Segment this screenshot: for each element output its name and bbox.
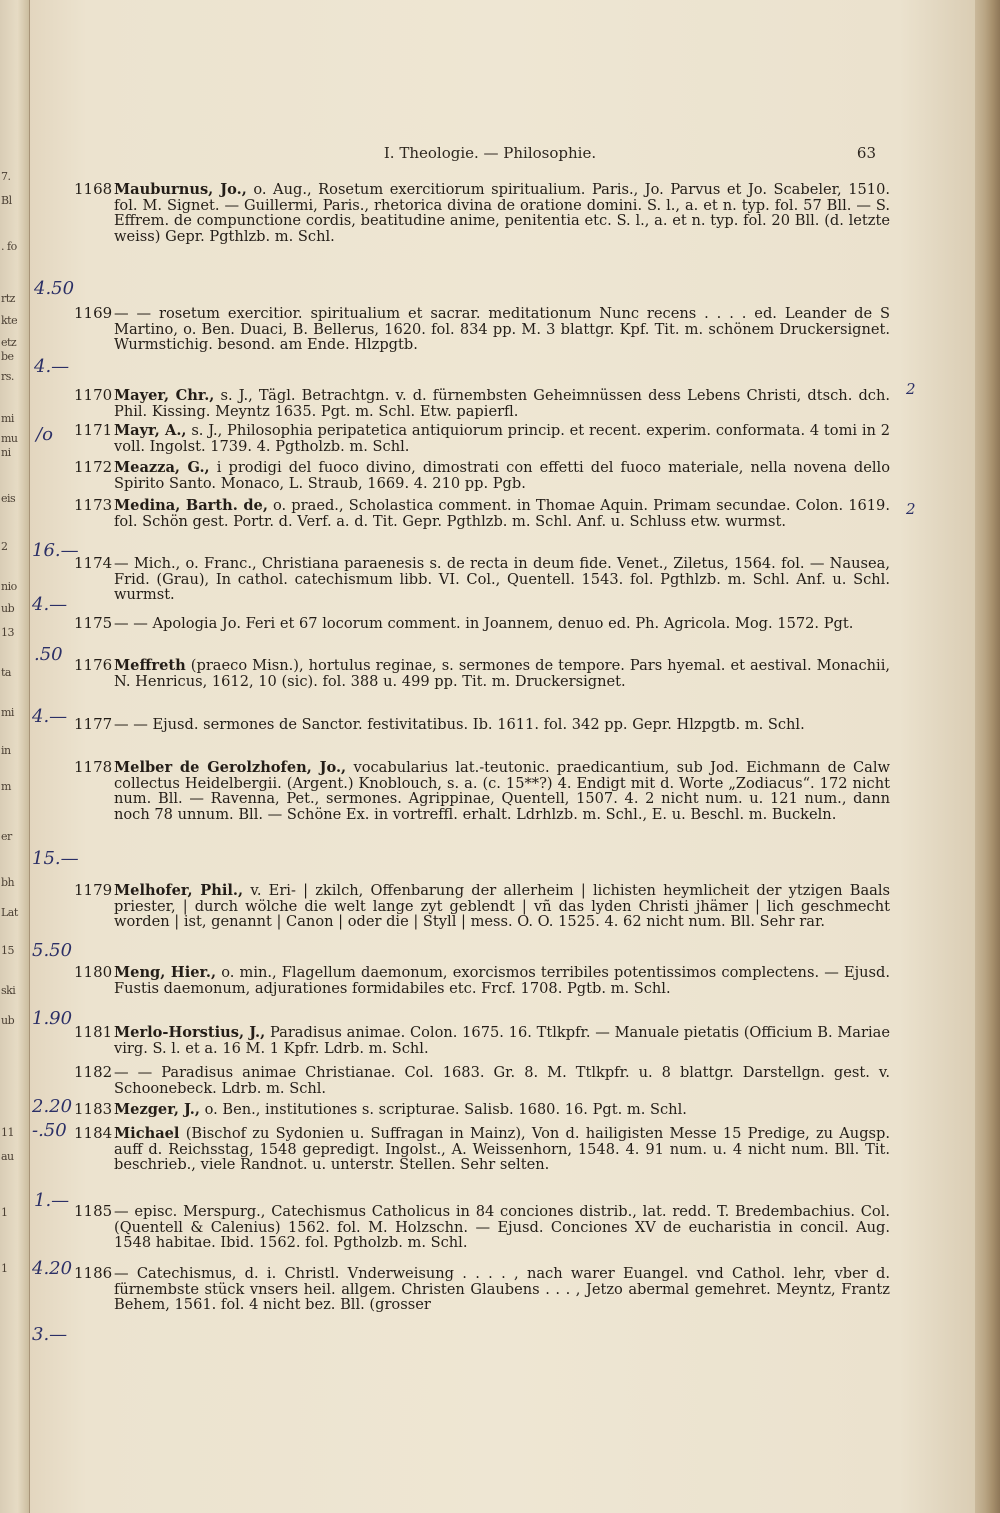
entry-text: — — Apologia Jo. Feri et 67 locorum comment. in Joannem, denuo ed. Ph. Agricola. Mog. 1572. Pgt. bbox=[114, 615, 854, 632]
previous-page-edge bbox=[0, 0, 30, 1513]
handwritten-price: -.50 bbox=[32, 1120, 67, 1141]
entry-number: 1181 bbox=[74, 1023, 113, 1041]
handwritten-mark: 2 bbox=[906, 500, 916, 518]
entry-author: Meng, Hier., bbox=[114, 964, 217, 981]
prev-fragment: au bbox=[1, 1150, 14, 1163]
catalogue-entry bbox=[40, 423, 890, 460]
entry-text: o. Aug., Rosetum exercitiorum spiritualium. Paris., Jo. Parvus et Jo. Scabeler, 1510. fol. M. Signet. — Guillermi, Paris., rhetorica divina de oratione domini. S. l., a. et n. typ. fol. 57 Bll. — S. Effrem. de compunctione cordis, beatitudine anime, penitentia etc. S. l., a. et n. typ. fol. 20 Bll. (d. letzte weiss) Gepr. Pgthlzb. m. Schl. bbox=[114, 181, 890, 245]
page-number: 63 bbox=[856, 144, 876, 162]
prev-fragment: be bbox=[1, 350, 14, 363]
prev-fragment: kte bbox=[1, 314, 18, 327]
prev-fragment: nio bbox=[1, 580, 17, 593]
catalogue-entry bbox=[40, 498, 890, 556]
entry-text: — — Paradisus animae Christianae. Col. 1683. Gr. 8. M. Ttlkpfr. u. 8 blattgr. Darstellgn. gest. v. Schoonebeck. Ldrb. m. Schl. bbox=[114, 1064, 890, 1097]
prev-fragment: eis bbox=[1, 492, 16, 505]
entry-number: 1171 bbox=[74, 421, 113, 439]
handwritten-price: 4.50 bbox=[34, 278, 75, 299]
handwritten-price: 15.— bbox=[32, 848, 79, 869]
catalogue-entry bbox=[40, 965, 890, 1025]
catalogue-entry bbox=[40, 182, 890, 306]
entry-author: Michael bbox=[114, 1125, 180, 1142]
prev-fragment: bh bbox=[1, 876, 15, 889]
entry-number: 1178 bbox=[74, 758, 113, 776]
entry-text: (praeco Misn.), hortulus reginae, s. sermones de tempore. Pars hyemal. et aestival. Monachii, N. Henricus, 1612, 10 (sic). fol. 388 u. 499 pp. Tit. m. Druckersignet. bbox=[114, 657, 890, 690]
entry-author: Mayer, Chr., bbox=[114, 387, 215, 404]
catalogue-entry bbox=[40, 1065, 890, 1102]
handwritten-price: 16.— bbox=[32, 540, 79, 561]
entry-text: Paradisus animae. Colon. 1675. 16. Ttlkpfr. — Manuale pietatis (Officium B. Mariae virg. S. l. et a. 16 M. 1 Kpfr. Ldrb. m. Schl. bbox=[114, 1024, 890, 1057]
entry-text: — — rosetum exercitior. spiritualium et sacrar. meditationum Nunc recens . . . . ed. Leander de S Martino, o. Ben. Duaci, B. Bellerus, 1620. fol. 834 pp. M. 3 blattgr. Kpf. Tit. m. schönem Druckersignet. Wurmstichig. besond. am Ende. Hlzpgtb. bbox=[114, 305, 890, 353]
entry-author: Medina, Barth. de, bbox=[114, 497, 268, 514]
running-header bbox=[30, 144, 876, 164]
entry-number: 1184 bbox=[74, 1124, 113, 1142]
catalogue-entry bbox=[40, 760, 890, 883]
prev-fragment: etz bbox=[1, 336, 17, 349]
catalogue-entry bbox=[40, 1102, 890, 1126]
handwritten-price: 4.— bbox=[32, 594, 68, 615]
entry-text: o. praed., Scholastica comment. in Thomae Aquin. Primam secundae. Colon. 1619. fol. Schön gest. Portr. d. Verf. a. d. Tit. Gepr. Pgthlzb. m. Schl. Anf. u. Schluss etw. wurmst. bbox=[114, 497, 890, 530]
handwritten-price: 5.50 bbox=[32, 940, 73, 961]
entry-number: 1183 bbox=[74, 1100, 113, 1118]
entry-number: 1170 bbox=[74, 386, 113, 404]
entry-text: o. Ben., institutiones s. scripturae. Salisb. 1680. 16. Pgt. m. Schl. bbox=[204, 1101, 687, 1118]
prev-fragment: mi bbox=[1, 412, 14, 425]
entry-text: vocabularius lat.-teutonic. praedicantium, sub Jod. Eichmann de Calw collectus Heidelbergii. (Argent.) Knoblouch, s. a. (c. 15**?) 4. Endigt mit d. Worte „Zodiacus“. 172 nicht num. Bll. — Ravenna, Pet., sermones. Agrippinae, Quentell, 1507. 4. 2 nicht num. u. 121 num., dann noch 78 unnum. Bll. — Schöne Ex. in vortreffl. erhalt. Ldrhlzb. m. Schl., E. u. Beschl. m. Buckeln. bbox=[114, 759, 891, 823]
entry-text: — — Ejusd. sermones de Sanctor. festivitatibus. Ib. 1611. fol. 342 pp. Gepr. Hlzpgtb. m. Schl. bbox=[114, 716, 805, 733]
entry-number: 1186 bbox=[74, 1264, 113, 1282]
handwritten-price: 4.20 bbox=[32, 1258, 73, 1279]
prev-fragment: ni bbox=[1, 446, 11, 459]
entry-number: 1182 bbox=[74, 1063, 113, 1081]
prev-fragment: rs. bbox=[1, 370, 14, 383]
entry-number: 1180 bbox=[74, 963, 113, 981]
prev-fragment: 7. bbox=[1, 170, 11, 183]
catalogue-entry bbox=[40, 1025, 890, 1065]
entry-number: 1172 bbox=[74, 458, 113, 476]
catalogue-entry bbox=[40, 1266, 890, 1330]
handwritten-price: 1.90 bbox=[32, 1008, 73, 1029]
entry-author: Melber de Gerolzhofen, Jo., bbox=[114, 759, 347, 776]
catalogue-entry bbox=[40, 717, 890, 760]
prev-fragment: ski bbox=[1, 984, 16, 997]
entry-number: 1175 bbox=[74, 614, 113, 632]
prev-fragment: in bbox=[1, 744, 11, 757]
section-title: I. Theologie. — Philosophie. bbox=[383, 144, 597, 162]
prev-fragment: ub bbox=[1, 602, 15, 615]
handwritten-price: 2.20 bbox=[32, 1096, 73, 1117]
entry-text: i prodigi del fuoco divino, dimostrati con effetti del fuoco materiale, nella novena dello Spirito Santo. Monaco, L. Straub, 1669. 4. 210 pp. Pgb. bbox=[114, 459, 891, 492]
entry-number: 1185 bbox=[74, 1202, 113, 1220]
catalogue-entry bbox=[40, 883, 890, 965]
handwritten-price: 3.— bbox=[32, 1324, 68, 1345]
prev-fragment: Bl bbox=[1, 194, 12, 207]
entry-number: 1174 bbox=[74, 554, 113, 572]
prev-fragment: er bbox=[1, 830, 12, 843]
entry-text: — episc. Merspurg., Catechismus Catholicus in 84 conciones distrib., lat. redd. T. Bredembachius. Col. (Quentell & Calenius) 1562. fol. M. Holzschn. — Ejusd. Conciones XV de eucharistia in concil. Aug. 1548 habitae. Ibid. 1562. fol. Pgtholzb. m. Schl. bbox=[114, 1203, 890, 1251]
entry-author: Melhofer, Phil., bbox=[114, 882, 244, 899]
prev-fragment: m bbox=[1, 780, 11, 793]
catalogue-entry bbox=[40, 388, 890, 423]
prev-fragment: mu bbox=[1, 432, 18, 445]
catalogue-entry bbox=[40, 658, 890, 717]
entry-number: 1168 bbox=[74, 180, 113, 198]
catalogue-entries bbox=[40, 182, 890, 1330]
catalogue-entry bbox=[40, 460, 890, 498]
prev-fragment: 1 bbox=[1, 1262, 8, 1275]
handwritten-price: .50 bbox=[34, 644, 63, 665]
prev-fragment: 15 bbox=[1, 944, 14, 957]
entry-number: 1173 bbox=[74, 496, 113, 514]
entry-author: Mayr, A., bbox=[114, 422, 187, 439]
entry-number: 1177 bbox=[74, 715, 113, 733]
entry-author: Merlo-Horstius, J., bbox=[114, 1024, 266, 1041]
book-spine bbox=[975, 0, 1000, 1513]
catalogue-entry bbox=[40, 556, 890, 616]
handwritten-price: 4.— bbox=[32, 706, 68, 727]
handwritten-price: 1.— bbox=[34, 1190, 70, 1211]
prev-fragment: rtz bbox=[1, 292, 15, 305]
entry-text: (Bischof zu Sydonien u. Suffragan in Mainz), Von d. hailigisten Messe 15 Predige, zu Augsp. auff d. Reichsstag, 1548 gepredigt. Ingolst., A. Weissenhorn, 1548. 4. 91 num. u. 4 nicht num. Bll. Tit. beschrieb., viele Randnot. u. unterstr. Stellen. Sehr selten. bbox=[114, 1125, 891, 1173]
prev-fragment: . fo bbox=[1, 240, 17, 253]
entry-text: s. J., Tägl. Betrachtgn. v. d. fürnembsten Geheimnüssen dess Lebens Christi, dtsch. dch. Phil. Kissing. Meyntz 1635. Pgt. m. Schl. Etw. papierfl. bbox=[114, 387, 890, 420]
entry-text: — Mich., o. Franc., Christiana paraenesis s. de recta in deum fide. Venet., Ziletus, 1564. fol. — Nausea, Frid. (Grau), In cathol. catechismum libb. VI. Col., Quentell. 1543. fol. Pgthlzb. m. Schl. Anf. u. Schl. wurmst. bbox=[114, 555, 890, 603]
prev-fragment: 2 bbox=[1, 540, 8, 553]
entry-author: Mauburnus, Jo., bbox=[114, 181, 247, 198]
prev-fragment: mi bbox=[1, 706, 14, 719]
entry-text: o. min., Flagellum daemonum, exorcismos terribiles potentissimos complectens. — Ejusd. Fustis daemonum, adjurationes formidabiles etc. Frcf. 1708. Pgtb. m. Schl. bbox=[114, 964, 890, 997]
entry-number: 1179 bbox=[74, 881, 113, 899]
entry-text: — Catechismus, d. i. Christl. Vnderweisung . . . . , nach warer Euangel. vnd Cathol. lehr, vber d. fürnembste stück vnsers heil. allgem. Christen Glaubens . . . , Jetzo abermal gemehret. Meyntz, Frantz Behem, 1561. fol. 4 nicht bez. Bll. (grosser bbox=[114, 1265, 890, 1313]
prev-fragment: ub bbox=[1, 1014, 15, 1027]
prev-fragment: Lat bbox=[1, 906, 18, 919]
entry-number: 1169 bbox=[74, 304, 113, 322]
catalogue-entry bbox=[40, 1204, 890, 1266]
prev-fragment: ta bbox=[1, 666, 11, 679]
entry-text: s. J., Philosophia peripatetica antiquiorum princip. et recent. experim. conformata. 4 tomi in 2 voll. Ingolst. 1739. 4. Pgtholzb. m. Schl. bbox=[114, 422, 891, 455]
handwritten-mark: 2 bbox=[906, 380, 916, 398]
catalogue-entry bbox=[40, 306, 890, 388]
entry-number: 1176 bbox=[74, 656, 113, 674]
entry-author: Mezger, J., bbox=[114, 1101, 200, 1118]
handwritten-price: 4.— bbox=[34, 356, 70, 377]
catalogue-entry bbox=[40, 1126, 890, 1204]
entry-author: Meffreth bbox=[114, 657, 186, 674]
catalogue-entry bbox=[40, 616, 890, 658]
handwritten-price: /o bbox=[36, 424, 53, 445]
prev-fragment: 13 bbox=[1, 626, 14, 639]
entry-text: v. Eri- | zkilch, Offenbarung der allerheim | lichisten heymlicheit der ytzigen Baals priester, | durch wölche die welt lange zyt geblendt | vñ das lyden Christi jhämer | lich geschmecht worden | ist, genannt | Canon | oder die | Styll | mess. O. O. 1525. 4. 62 nicht num. Bll. Sehr rar. bbox=[114, 882, 891, 930]
prev-fragment: 1 bbox=[1, 1206, 8, 1219]
prev-fragment: 11 bbox=[1, 1126, 14, 1139]
entry-author: Meazza, G., bbox=[114, 459, 210, 476]
